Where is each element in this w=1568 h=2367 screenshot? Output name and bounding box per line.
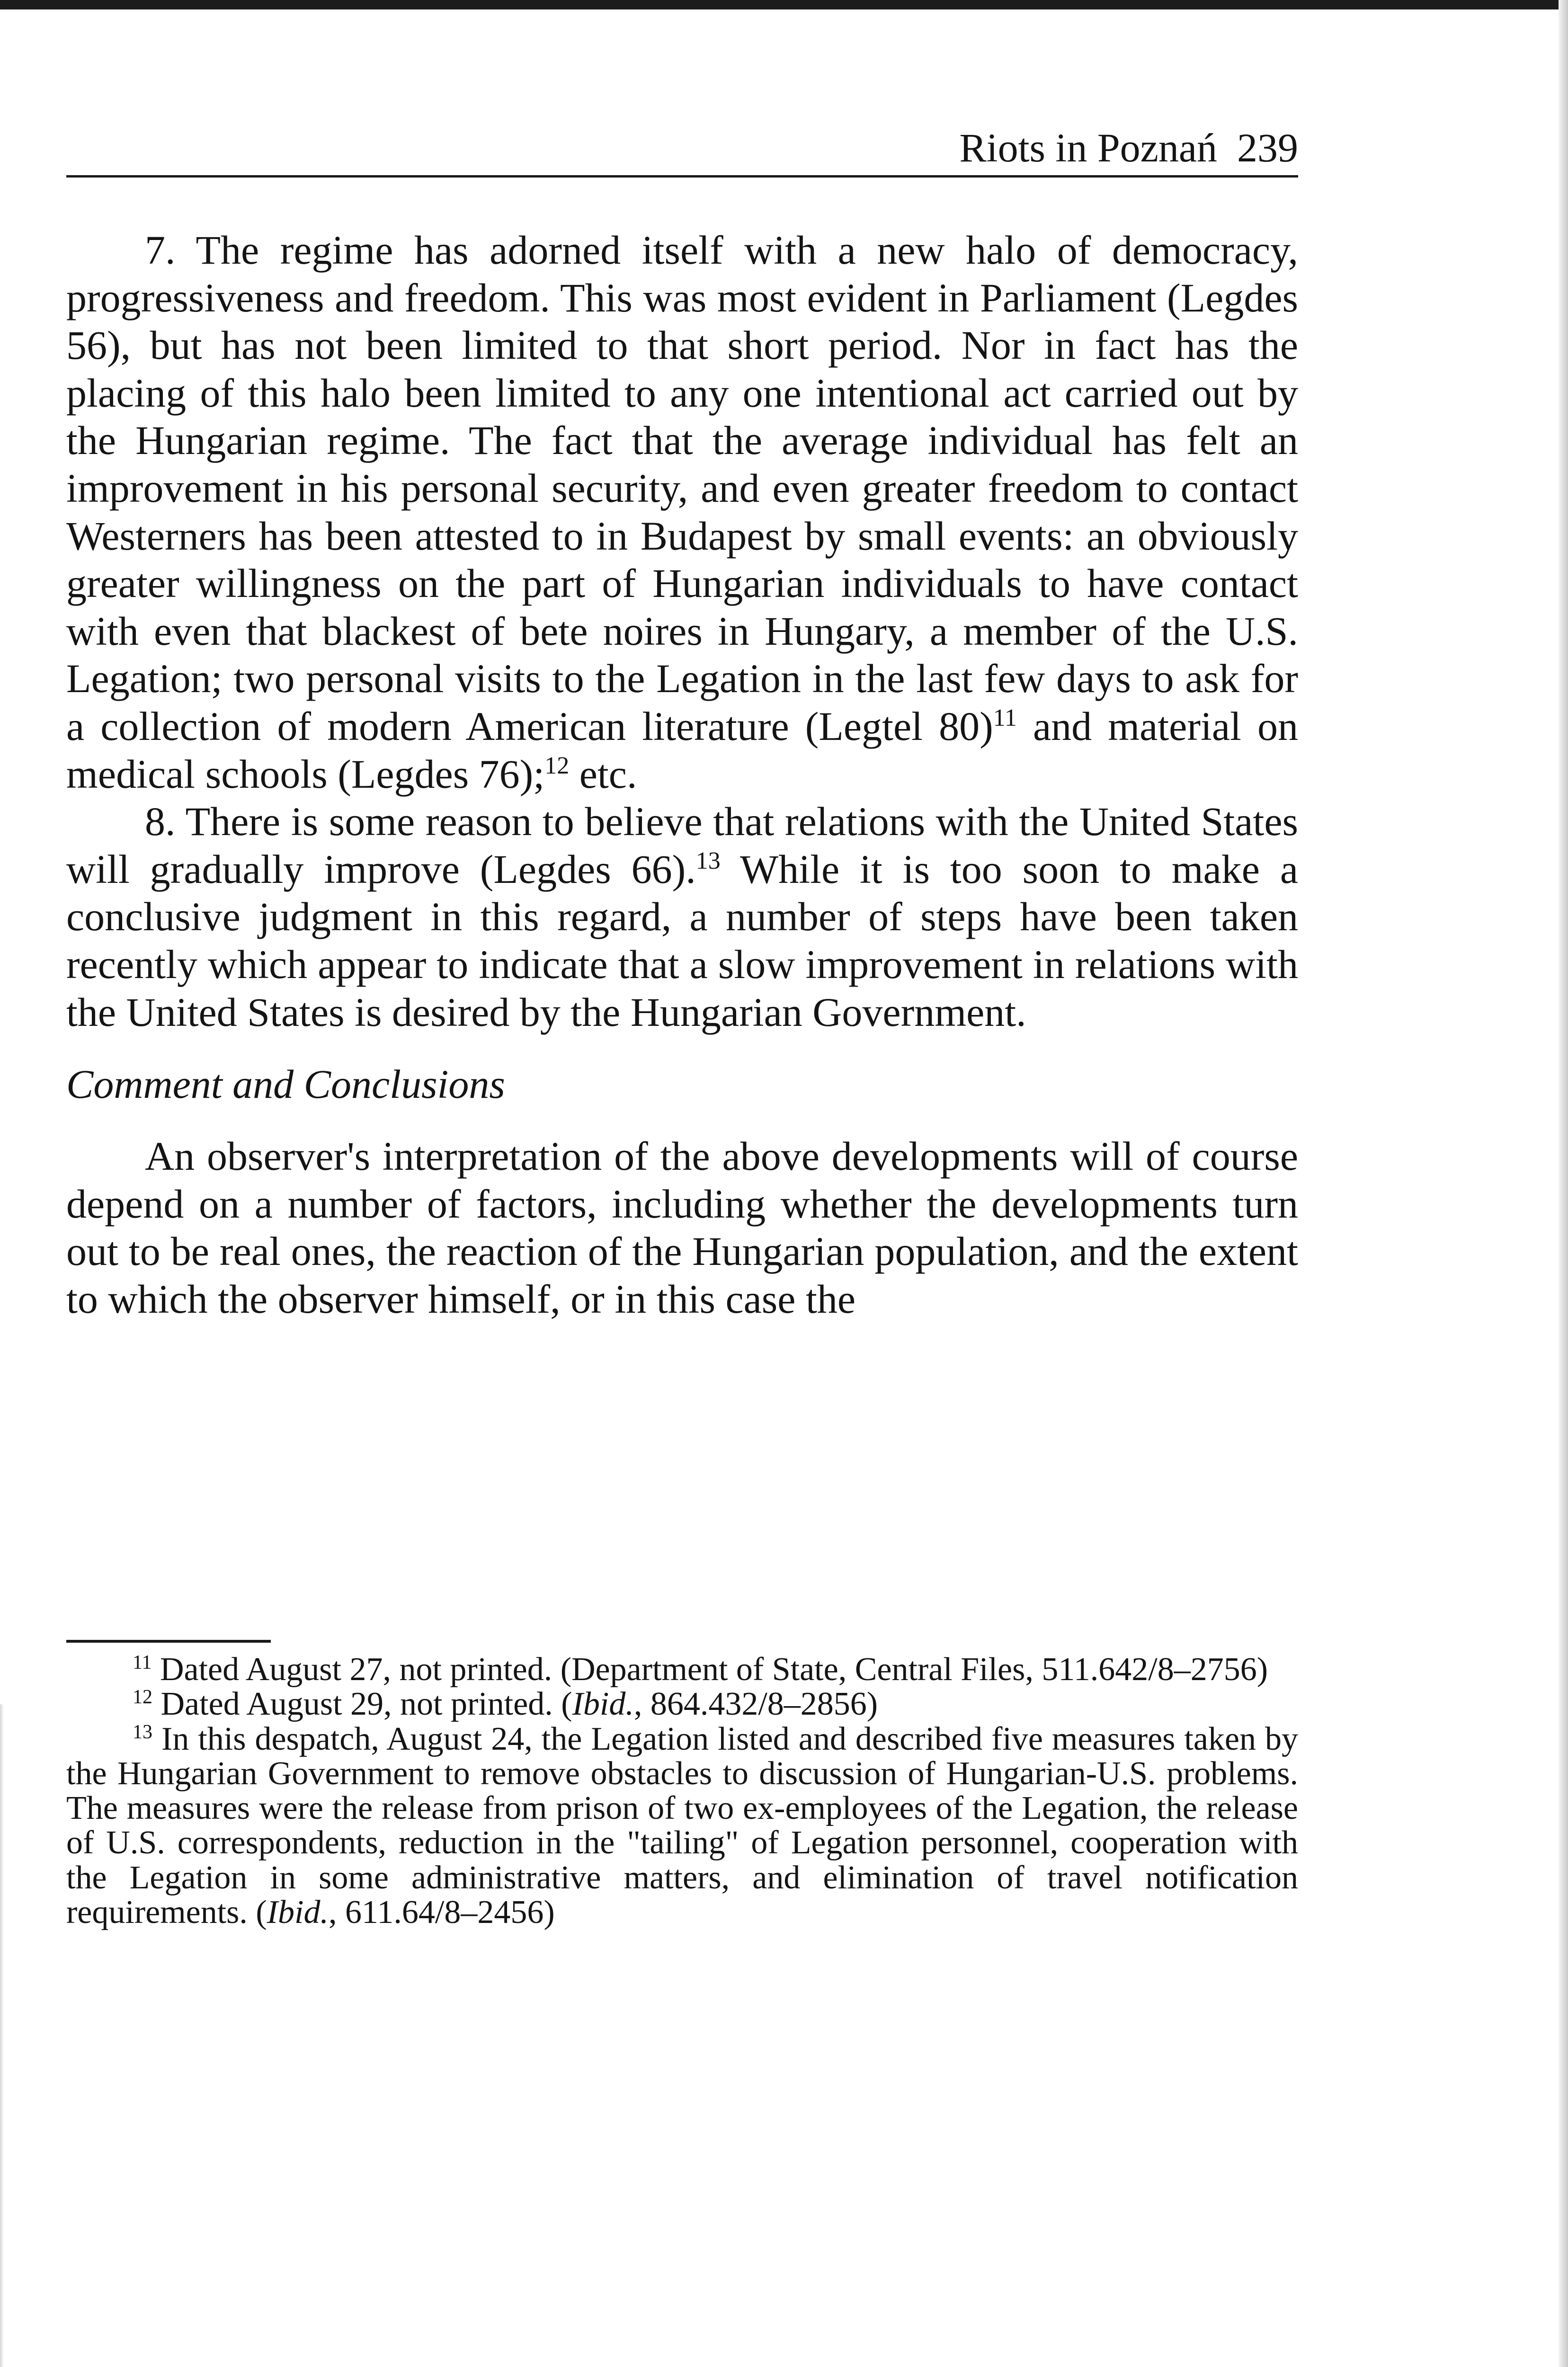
header-rule — [66, 175, 1298, 178]
paragraph-7-text: 7. The regime has adorned itself with a new halo of democracy, progressiveness and freedom. This was most evident in Parliament (Legdes 56), but has not been limited to that short period. Nor in fact has the placing of this halo been limited to any one intentional act carried out by the Hungarian regime. The fact that the average individual has felt an improvement in his personal security, and even greater freedom to contact Westerners has been attested to in Budapest by small events: an obviously greater willingness on the part of Hungarian individuals to have contact with even that blackest of bete noires in Hungary, a member of the U.S. Legation; two personal visits to the Legation in the last few days to ask for a collection of modern American literature (Legtel 80) — [66, 227, 1298, 749]
footnotes — [66, 1652, 1298, 1930]
paragraph-8 — [66, 798, 1298, 1036]
footnote-11-number: 11 — [133, 1652, 152, 1673]
running-head — [959, 124, 1298, 171]
page-number: 239 — [1237, 125, 1298, 170]
paragraph-7 — [66, 226, 1298, 798]
footnote-13 — [66, 1722, 1298, 1930]
footnote-ref-12: 12 — [544, 752, 570, 779]
scan-top-border — [0, 0, 1568, 9]
footnote-13-text-b: , 611.64/8–2456) — [329, 1894, 555, 1931]
footnote-12-number: 12 — [133, 1686, 152, 1709]
paragraph-comment: An observer's interpretation of the above developments will of course depend on a number of factors, including whether the developments turn out to be real ones, the reaction of the Hungarian population, and the extent to which the observer himself, or in this case the — [66, 1133, 1298, 1322]
footnote-12 — [66, 1687, 1298, 1721]
footnote-ref-11: 11 — [993, 704, 1017, 731]
footnote-ref-13: 13 — [695, 847, 721, 874]
footnote-12-text-a: Dated August 29, not printed. ( — [152, 1686, 572, 1723]
running-title: Riots in Poznań — [959, 125, 1217, 170]
footnote-11-text: Dated August 27, not printed. (Department of State, Central Files, 511.642/8–2756) — [151, 1651, 1268, 1688]
paragraph-8-text: 8. There is some reason to believe that relations with the United States will gradually improve (Legdes 66). — [66, 799, 1298, 892]
paragraph-7-mid: and material on medical schools (Legdes 76); — [66, 703, 1298, 797]
footnote-13-text-a: In this despatch, August 24, the Legation listed and described five measures taken by the Hungarian Government to remove obstacles to discussion of Hungarian-U.S. problems. The measures were the release from prison of two ex-employees of the Legation, the release of U.S. correspondents, reduction in the "tailing" of Legation personnel, cooperation with the Legation in some administrative matters, and elimination of travel notification requirements. ( — [66, 1720, 1298, 1931]
footnote-12-ibid: Ibid. — [572, 1686, 634, 1723]
footnote-13-ibid: Ibid. — [267, 1894, 329, 1931]
footnote-13-number: 13 — [133, 1721, 152, 1743]
scan-right-edge — [1559, 0, 1568, 2367]
footnote-11 — [66, 1652, 1298, 1687]
footnote-rule — [66, 1640, 271, 1643]
scan-left-edge — [0, 1704, 4, 2367]
main-text — [66, 226, 1298, 1323]
footnote-12-text-b: , 864.432/8–2856) — [633, 1686, 878, 1723]
section-heading: Comment and Conclusions — [66, 1061, 505, 1107]
paragraph-7-end: etc. — [569, 751, 637, 797]
paragraph-8-end: While it is too soon to make a conclusive judgment in this regard, a number of steps have been taken recently which appear to indicate that a slow improvement in relations with the United States is desired by the Hungarian Government. — [66, 846, 1298, 1035]
